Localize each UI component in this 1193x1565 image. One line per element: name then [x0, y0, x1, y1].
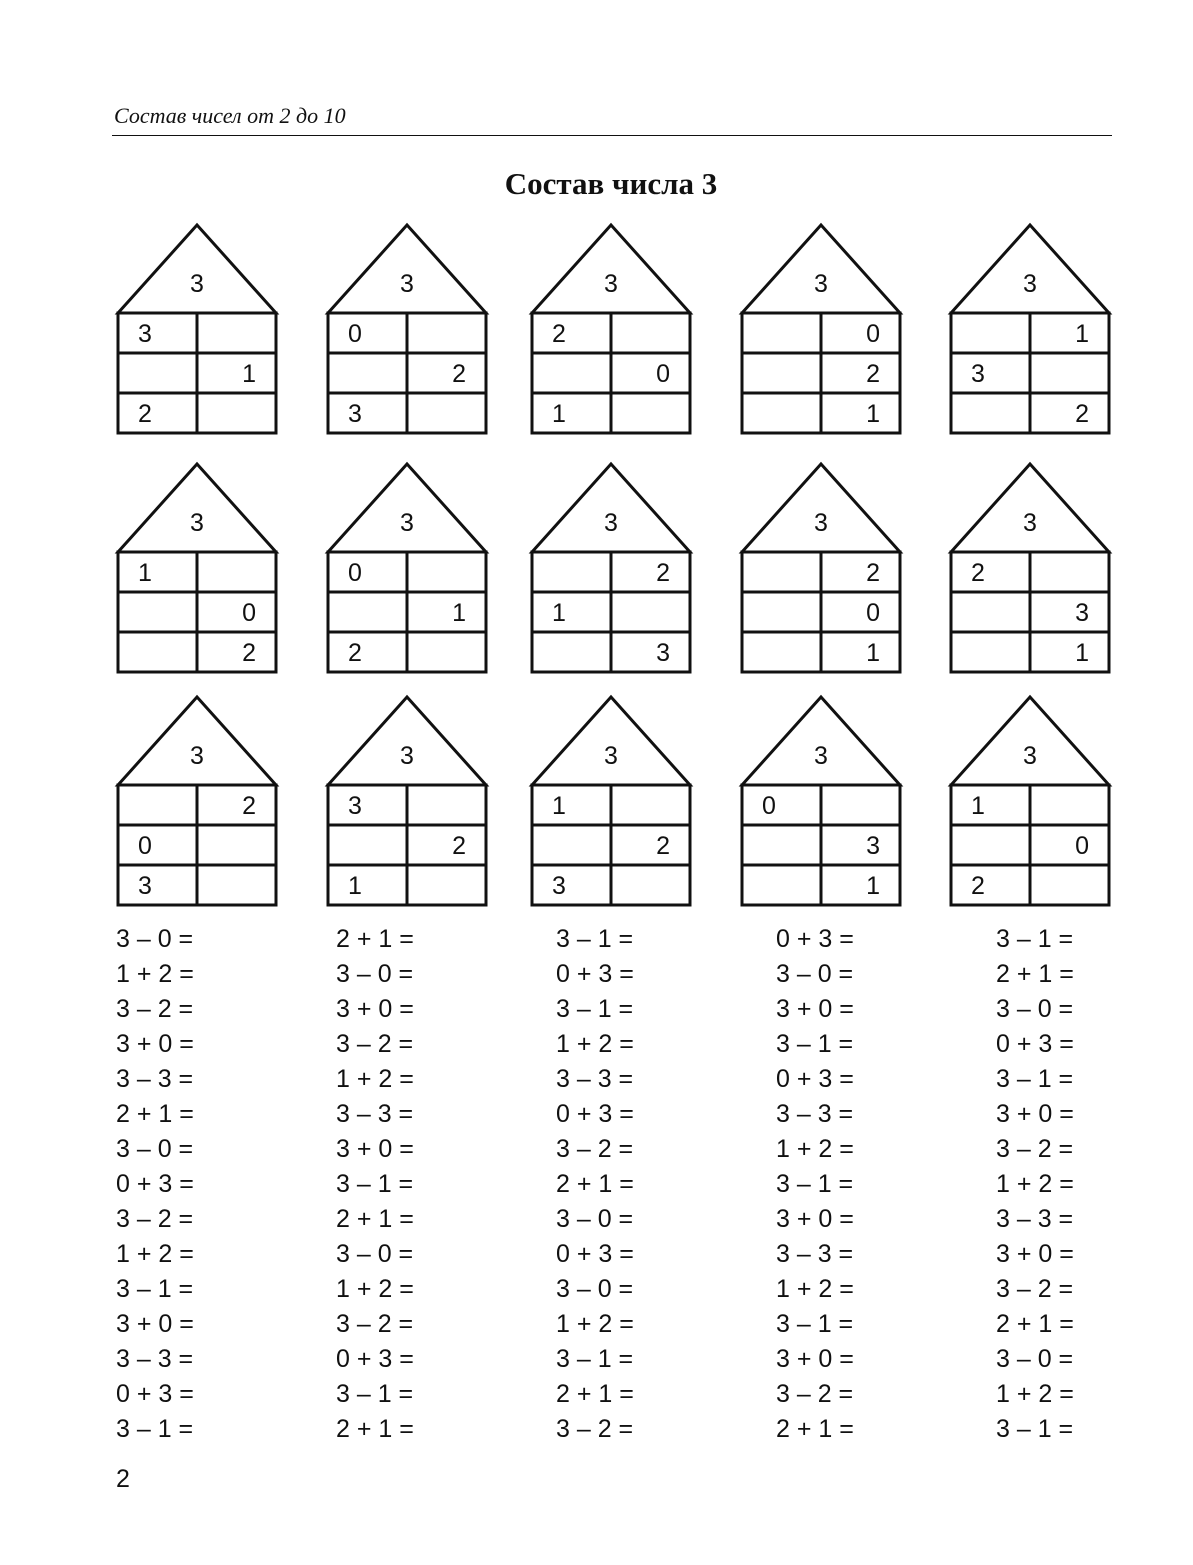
house-roof: [532, 464, 690, 552]
house-cell-right: 1: [1075, 320, 1089, 348]
house-cell-right: 2: [656, 832, 670, 860]
house-cell-left: 3: [348, 792, 362, 820]
number-house: [118, 697, 276, 905]
house-roof-number: 3: [400, 742, 414, 770]
example-equation: 3 – 3 =: [776, 1100, 854, 1128]
example-equation: 0 + 3 =: [116, 1170, 194, 1198]
house-roof: [742, 464, 900, 552]
example-equation: 3 – 2 =: [336, 1310, 414, 1338]
house-roof: [328, 464, 486, 552]
house-cell-left: 3: [971, 360, 985, 388]
house-cell-right: 2: [866, 360, 880, 388]
examples-column: [996, 922, 1193, 1447]
house-roof: [742, 697, 900, 785]
example-equation: 3 – 1 =: [116, 1415, 194, 1443]
example-equation: 2 + 1 =: [996, 960, 1074, 988]
example-equation: 3 – 2 =: [336, 1030, 414, 1058]
house-cell-right: 1: [866, 400, 880, 428]
house-roof: [951, 464, 1109, 552]
example-equation: 3 – 2 =: [116, 995, 194, 1023]
example-equation: 0 + 3 =: [776, 1065, 854, 1093]
example-equation: 3 + 0 =: [776, 1205, 854, 1233]
example-equation: 2 + 1 =: [336, 925, 414, 953]
example-equation: 3 – 0 =: [776, 960, 854, 988]
example-equation: 3 + 0 =: [336, 1135, 414, 1163]
example-equation: 3 – 2 =: [116, 1205, 194, 1233]
house-roof: [742, 225, 900, 313]
example-equation: 2 + 1 =: [996, 1310, 1074, 1338]
house-cell-right: 2: [866, 559, 880, 587]
house-roof-number: 3: [400, 509, 414, 537]
number-house: [742, 225, 900, 433]
example-equation: 3 – 0 =: [336, 960, 414, 988]
running-header: Состав чисел от 2 до 10: [114, 103, 346, 128]
example-equation: 2 + 1 =: [116, 1100, 194, 1128]
example-equation: 3 – 3 =: [776, 1240, 854, 1268]
house-roof: [118, 225, 276, 313]
house-cell-right: 1: [866, 872, 880, 900]
house-roof: [951, 225, 1109, 313]
house-roof: [118, 464, 276, 552]
example-equation: 0 + 3 =: [336, 1345, 414, 1373]
example-equation: 1 + 2 =: [996, 1170, 1074, 1198]
example-equation: 3 – 0 =: [336, 1240, 414, 1268]
house-cell-left: 3: [138, 872, 152, 900]
example-equation: 3 – 2 =: [556, 1415, 634, 1443]
house-roof-number: 3: [190, 270, 204, 298]
house-roof: [532, 225, 690, 313]
example-equation: 3 – 1 =: [336, 1170, 414, 1198]
example-equation: 2 + 1 =: [336, 1415, 414, 1443]
house-cell-right: 2: [656, 559, 670, 587]
house-cell-left: 1: [552, 792, 566, 820]
house-roof: [328, 225, 486, 313]
example-equation: 3 – 3 =: [556, 1065, 634, 1093]
example-equation: 3 – 2 =: [996, 1135, 1074, 1163]
example-equation: 3 – 1 =: [996, 1065, 1074, 1093]
house-cell-right: 2: [452, 832, 466, 860]
house-cell-left: 0: [762, 792, 776, 820]
example-equation: 2 + 1 =: [336, 1205, 414, 1233]
example-equation: 3 – 0 =: [556, 1275, 634, 1303]
example-equation: 3 + 0 =: [996, 1240, 1074, 1268]
example-equation: 0 + 3 =: [556, 1240, 634, 1268]
example-equation: 1 + 2 =: [336, 1065, 414, 1093]
house-cell-left: 1: [138, 559, 152, 587]
arithmetic-examples: [116, 922, 1116, 1442]
house-roof-number: 3: [400, 270, 414, 298]
house-cell-left: 2: [552, 320, 566, 348]
example-equation: 3 – 3 =: [996, 1205, 1074, 1233]
house-cell-right: 2: [242, 792, 256, 820]
house-cell-left: 1: [552, 400, 566, 428]
house-cell-left: 3: [348, 400, 362, 428]
example-equation: 3 – 2 =: [776, 1380, 854, 1408]
example-equation: 3 + 0 =: [336, 995, 414, 1023]
example-equation: 3 – 1 =: [556, 995, 634, 1023]
house-cell-left: 1: [971, 792, 985, 820]
number-house: [951, 464, 1109, 672]
example-equation: 1 + 2 =: [776, 1135, 854, 1163]
house-roof: [951, 697, 1109, 785]
example-equation: 0 + 3 =: [116, 1380, 194, 1408]
house-cell-right: 1: [242, 360, 256, 388]
example-equation: 3 – 3 =: [116, 1345, 194, 1373]
house-cell-left: 2: [138, 400, 152, 428]
house-cell-right: 2: [452, 360, 466, 388]
house-cell-right: 0: [1075, 832, 1089, 860]
number-house: [742, 697, 900, 905]
house-roof: [118, 697, 276, 785]
example-equation: 1 + 2 =: [116, 1240, 194, 1268]
house-roof: [328, 697, 486, 785]
number-house: [328, 225, 486, 433]
house-roof: [532, 697, 690, 785]
example-equation: 3 – 1 =: [556, 1345, 634, 1373]
example-equation: 3 – 1 =: [116, 1275, 194, 1303]
house-cell-right: 3: [656, 639, 670, 667]
page-number: 2: [116, 1465, 130, 1493]
example-equation: 3 – 1 =: [776, 1310, 854, 1338]
number-house: [118, 464, 276, 672]
house-roof-number: 3: [1023, 742, 1037, 770]
example-equation: 1 + 2 =: [556, 1310, 634, 1338]
house-cell-right: 3: [866, 832, 880, 860]
example-equation: 3 + 0 =: [776, 995, 854, 1023]
example-equation: 3 – 3 =: [336, 1100, 414, 1128]
house-cell-right: 1: [452, 599, 466, 627]
house-cell-left: 1: [552, 599, 566, 627]
house-cell-right: 1: [1075, 639, 1089, 667]
example-equation: 3 – 1 =: [556, 925, 634, 953]
house-cell-left: 0: [138, 832, 152, 860]
example-equation: 1 + 2 =: [776, 1275, 854, 1303]
example-equation: 3 – 1 =: [776, 1030, 854, 1058]
example-equation: 3 + 0 =: [996, 1100, 1074, 1128]
example-equation: 2 + 1 =: [556, 1170, 634, 1198]
example-equation: 3 – 0 =: [996, 995, 1074, 1023]
number-house: [532, 225, 690, 433]
house-roof-number: 3: [190, 509, 204, 537]
example-equation: 0 + 3 =: [556, 960, 634, 988]
house-roof-number: 3: [604, 270, 618, 298]
example-equation: 3 – 1 =: [336, 1380, 414, 1408]
example-equation: 3 + 0 =: [116, 1030, 194, 1058]
number-house: [951, 697, 1109, 905]
house-roof-number: 3: [1023, 270, 1037, 298]
house-roof-number: 3: [814, 509, 828, 537]
example-equation: 1 + 2 =: [996, 1380, 1074, 1408]
number-house: [532, 464, 690, 672]
house-cell-left: 3: [138, 320, 152, 348]
house-cell-right: 0: [866, 599, 880, 627]
house-roof-number: 3: [190, 742, 204, 770]
house-cell-right: 0: [866, 320, 880, 348]
house-roof-number: 3: [814, 742, 828, 770]
house-cell-right: 0: [242, 599, 256, 627]
example-equation: 3 – 2 =: [556, 1135, 634, 1163]
number-house: [118, 225, 276, 433]
house-cell-left: 0: [348, 320, 362, 348]
house-roof-number: 3: [1023, 509, 1037, 537]
house-cell-right: 3: [1075, 599, 1089, 627]
number-house: [951, 225, 1109, 433]
example-equation: 3 – 1 =: [776, 1170, 854, 1198]
house-cell-left: 3: [552, 872, 566, 900]
house-cell-left: 2: [971, 559, 985, 587]
house-cell-left: 0: [348, 559, 362, 587]
examples-column: [556, 922, 756, 1447]
number-house: [532, 697, 690, 905]
house-roof-number: 3: [604, 509, 618, 537]
example-equation: 1 + 2 =: [336, 1275, 414, 1303]
number-house: [742, 464, 900, 672]
example-equation: 0 + 3 =: [776, 925, 854, 953]
house-cell-left: 2: [971, 872, 985, 900]
example-equation: 3 – 0 =: [116, 925, 194, 953]
example-equation: 0 + 3 =: [556, 1100, 634, 1128]
house-roof-number: 3: [604, 742, 618, 770]
example-equation: 3 – 0 =: [556, 1205, 634, 1233]
house-roof-number: 3: [814, 270, 828, 298]
example-equation: 3 – 1 =: [996, 925, 1074, 953]
examples-column: [776, 922, 976, 1447]
house-cell-left: 1: [348, 872, 362, 900]
example-equation: 3 – 0 =: [116, 1135, 194, 1163]
example-equation: 2 + 1 =: [556, 1380, 634, 1408]
example-equation: 3 – 1 =: [996, 1415, 1074, 1443]
house-cell-right: 2: [242, 639, 256, 667]
example-equation: 2 + 1 =: [776, 1415, 854, 1443]
examples-column: [116, 922, 316, 1447]
example-equation: 3 – 0 =: [996, 1345, 1074, 1373]
example-equation: 3 + 0 =: [776, 1345, 854, 1373]
example-equation: 1 + 2 =: [116, 960, 194, 988]
example-equation: 3 – 3 =: [116, 1065, 194, 1093]
house-cell-left: 2: [348, 639, 362, 667]
example-equation: 3 – 2 =: [996, 1275, 1074, 1303]
number-house: [328, 697, 486, 905]
example-equation: 3 + 0 =: [116, 1310, 194, 1338]
house-cell-right: 0: [656, 360, 670, 388]
house-cell-right: 1: [866, 639, 880, 667]
example-equation: 1 + 2 =: [556, 1030, 634, 1058]
house-cell-right: 2: [1075, 400, 1089, 428]
examples-column: [336, 922, 536, 1447]
page-title: Состав числа 3: [504, 166, 718, 201]
example-equation: 0 + 3 =: [996, 1030, 1074, 1058]
number-house: [328, 464, 486, 672]
